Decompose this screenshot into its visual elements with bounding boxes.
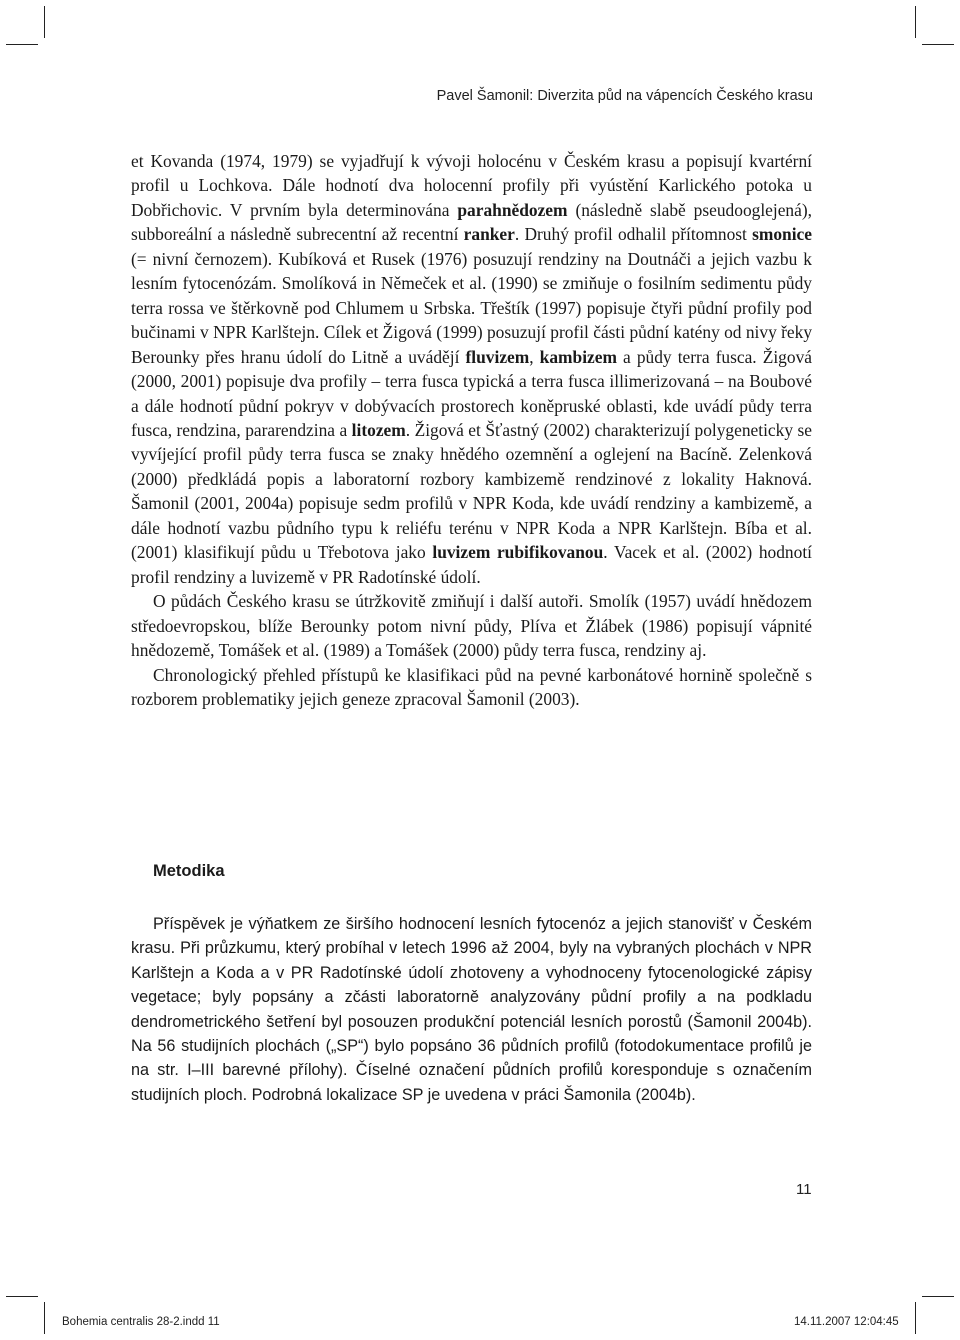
paragraph-other-authors: O půdách Českého krasu se útržkovitě zmiňují i další autoři. Smolík (1957) uvádí hnědozem středoevropskou, blíže Berounky potom nivní půdy, Plíva et Žlábek (1986) popisují vápnité hnědozemě, Tomášek et al. (1989) a Tomášek (2000) půdy terra fusca, rendziny aj. bbox=[131, 591, 812, 661]
page-number: 11 bbox=[796, 1181, 812, 1198]
method-text bbox=[131, 912, 812, 1107]
slug-date: 14.11.2007 12:04:45 bbox=[794, 1316, 899, 1328]
crop-mark-bottom-left bbox=[44, 1302, 45, 1334]
term-parahnedozem: parahnědozem bbox=[457, 199, 568, 220]
running-head: Pavel Šamonil: Diverzita půd na vápencích Českého krasu bbox=[436, 88, 813, 104]
term-smonice: smonice bbox=[752, 224, 812, 245]
slug-file: Bohemia centralis 28-2.indd 11 bbox=[62, 1316, 220, 1328]
term-fluvizem: fluvizem bbox=[465, 346, 530, 367]
body-text bbox=[131, 149, 812, 711]
term-kambizem: kambizem bbox=[539, 346, 617, 367]
term-luvizem-rubifikovana: luvizem rubifikovanou bbox=[432, 542, 604, 563]
paragraph-metodika: Příspěvek je výňatkem ze širšího hodnocení lesních fytocenóz a jejich stanovišť v Českém krasu. Při průzkumu, který probíhal v letech 1996 až 2004, byly na vybraných plochách v NPR Karlštejn a Koda a v PR Radotínské údolí zhotoveny a vyhodnoceny fytocenologické zápisy vegetace; byly popsány a zčásti laboratorně analyzovány půdní profily a na podkladu dendrometrického šetření byl posouzen produkční potenciál lesních porostů (Šamonil 2004b). Na 56 studijních plochách („SP“) bylo popsáno 36 půdních profilů (fotodokumentace profilů je na str. I–III barevné přílohy). Číselné označení půdních profilů koresponduje s označením studijních ploch. Podrobná lokalizace SP je uvedena v práci Šamonila (2004b). bbox=[131, 915, 812, 1104]
crop-mark-top-right-h bbox=[922, 44, 954, 45]
crop-mark-bottom-right-h bbox=[922, 1296, 954, 1297]
crop-mark-bottom-left-h bbox=[6, 1296, 38, 1297]
crop-mark-top-right bbox=[915, 6, 916, 38]
paragraph-chronology: Chronologický přehled přístupů ke klasifikaci půd na pevné karbonátové hornině společně s rozborem problematiky jejich geneze zpracoval Šamonil (2003). bbox=[131, 664, 812, 709]
crop-mark-bottom-right bbox=[915, 1302, 916, 1334]
section-heading-metodika: Metodika bbox=[153, 862, 225, 880]
term-ranker: ranker bbox=[463, 224, 515, 245]
term-litozem: litozem bbox=[351, 419, 406, 440]
crop-mark-top-left-h bbox=[6, 44, 38, 45]
paragraph-literature-review: et Kovanda (1974, 1979) se vyjadřují k vývoji holocénu v Českém krasu a popisují kvartérní profil u Lochkova. Dále hodnotí dva holocenní profily při vyústění Karlického potoka u Dobřichovic. V prvním byla determinována parahnědozem (následně slabě pseudooglejená), subboreální a následně subrecentní až recentní ranker. Druhý profil odhalil přítomnost smonice (= nivní černozem). Kubíková et Rusek (1976) posuzují rendziny na Doutnáči a jejich vazbu k lesním fytocenózám. Smolíková in Němeček et al. (1990) se zmiňuje o fosilním sedimentu půdy terra rossa ve štěrkovně pod Chlumem u Srbska. Třeštík (1997) popisuje čtyři půdní profily pod bučinami v NPR Karlštejn. Cílek et Žigová (1999) posuzují profil části půdní katény od nivy řeky Berounky přes hranu údolí do Litně a uvádějí fluvizem, kambizem a půdy terra fusca. Žigová (2000, 2001) popisuje dva profily – terra fusca typická a terra fusca illimerizovaná – na Boubové a dále hodnotí půdní pokryv v dobývacích prostorech koněpruské oblasti, kde uvádí půdy terra fusca, rendzina, pararendzina a litozem. Žigová et Šťastný (2002) charakterizují polygeneticky se vyvíjející profil půdy terra fusca se znaky hnědého ozemnění a oglejení na Bacíně. Zelenková (2000) předkládá popis a laboratorní rozbory kambizemě rendzinové z lokality Haknová. Šamonil (2001, 2004a) popisuje sedm profilů v NPR Koda, kde uvádí rendziny a kambizemě, a dále hodnotí vazbu půdního typu k reliéfu terénu v NPR Koda a NPR Karlštejn. Bíba et al. (2001) klasifikují půdu u Třebotova jako luvizem rubifikovanou. Vacek et al. (2002) hodnotí profil rendziny a luvizemě v PR Radotínské údolí. bbox=[131, 151, 813, 587]
crop-mark-top-left bbox=[44, 6, 45, 38]
